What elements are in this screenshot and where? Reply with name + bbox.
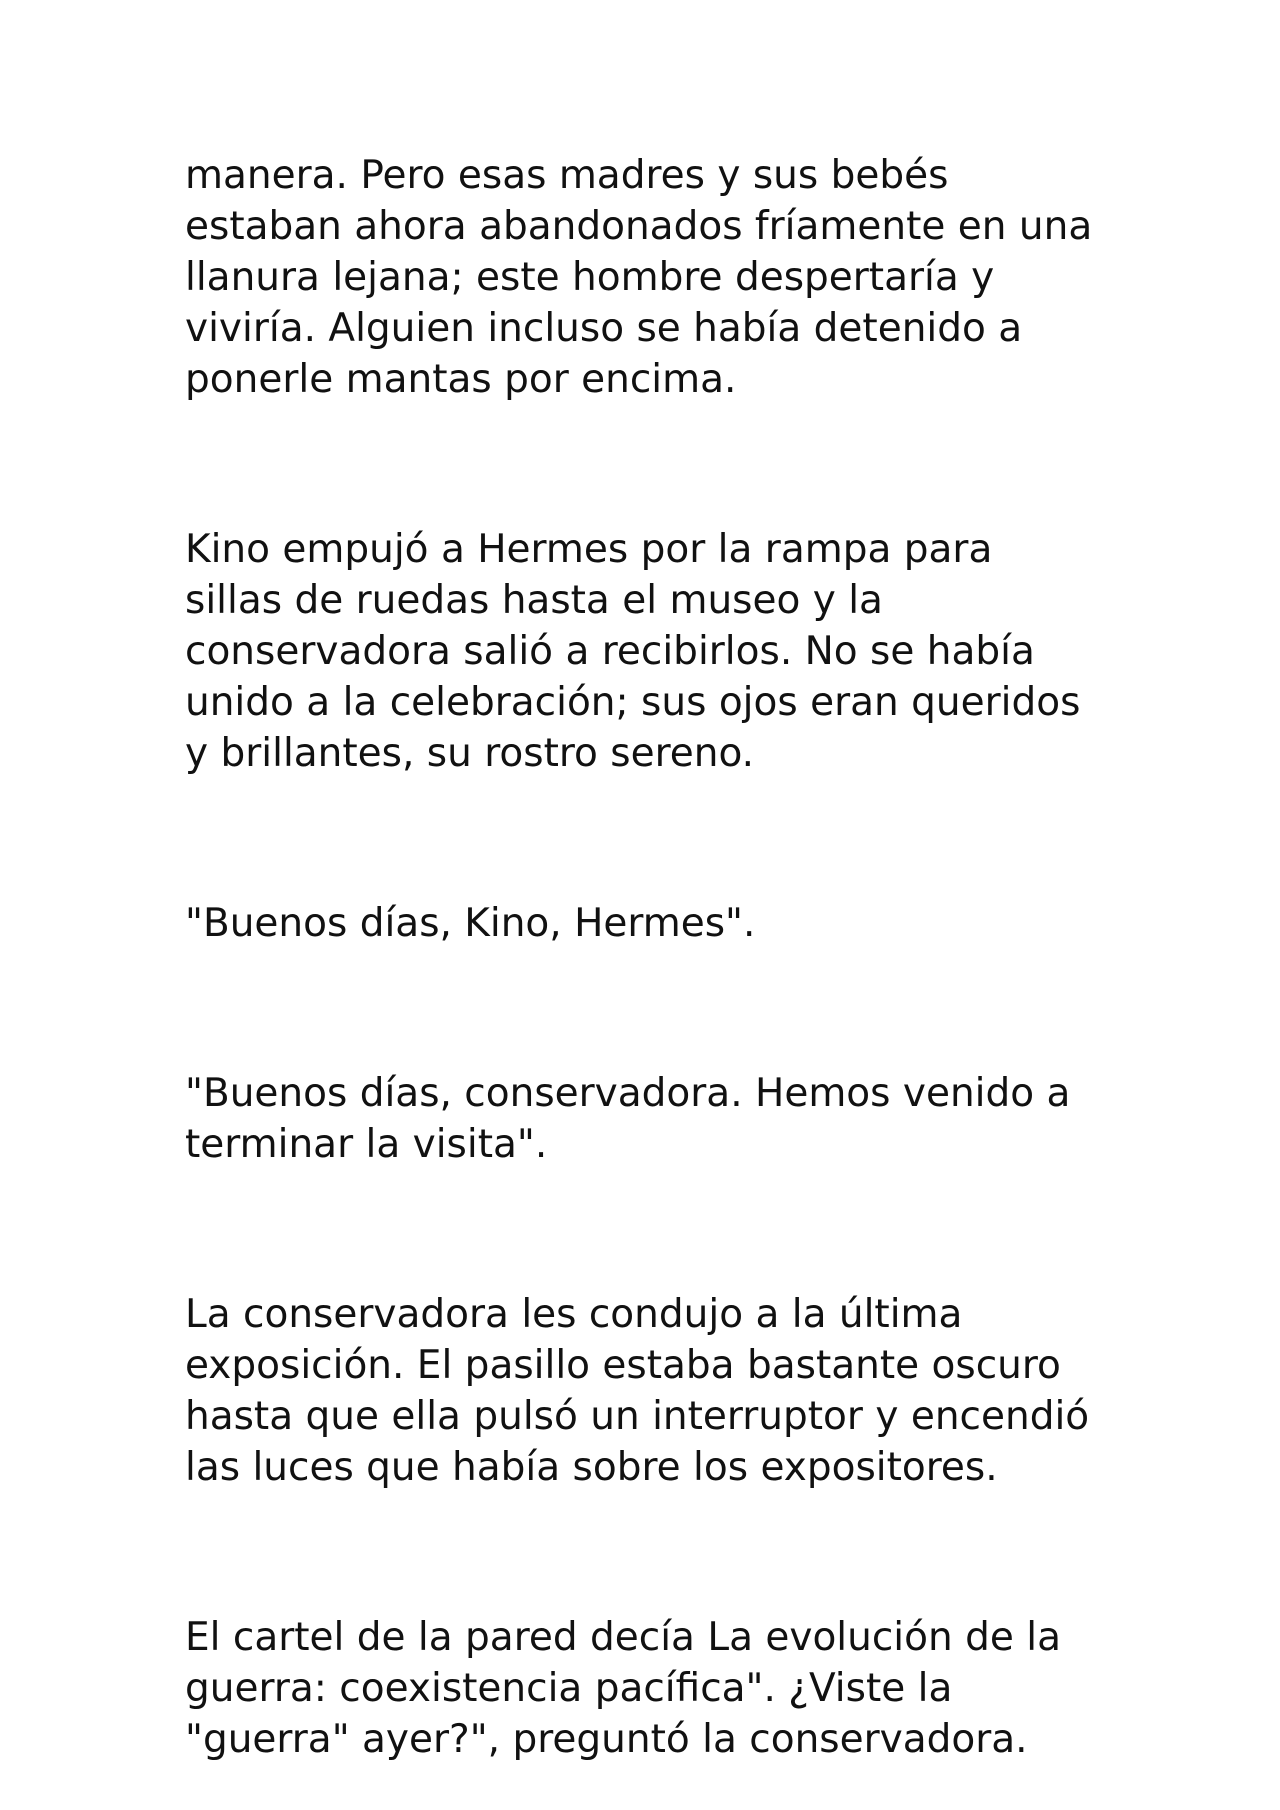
paragraph-4: "Buenos días, conservadora. Hemos venido a terminar la visita". — [185, 1071, 1071, 1167]
paragraph-1: manera. Pero esas madres y sus bebés estaban ahora abandonados fríamente en una llanura lejana; este hombre despertaría y viviría. Alguien incluso se había detenido a ponerle mantas por encima. — [185, 153, 1093, 402]
paragraph-3: "Buenos días, Kino, Hermes". — [185, 901, 756, 946]
text-column — [185, 150, 1115, 1765]
paragraph-6: El cartel de la pared decía La evolución de la guerra: coexistencia pacífica". ¿Viste la "guerra" ayer?", preguntó la conservadora. — [185, 1615, 1061, 1762]
paragraph-5: La conservadora les condujo a la última exposición. El pasillo estaba bastante oscuro hasta que ella pulsó un interruptor y encendió las luces que había sobre los expositores. — [185, 1292, 1090, 1490]
paragraph-2: Kino empujó a Hermes por la rampa para sillas de ruedas hasta el museo y la conservadora salió a recibirlos. No se había unido a la celebración; sus ojos eran queridos y brillantes, su rostro sereno. — [185, 527, 1081, 776]
